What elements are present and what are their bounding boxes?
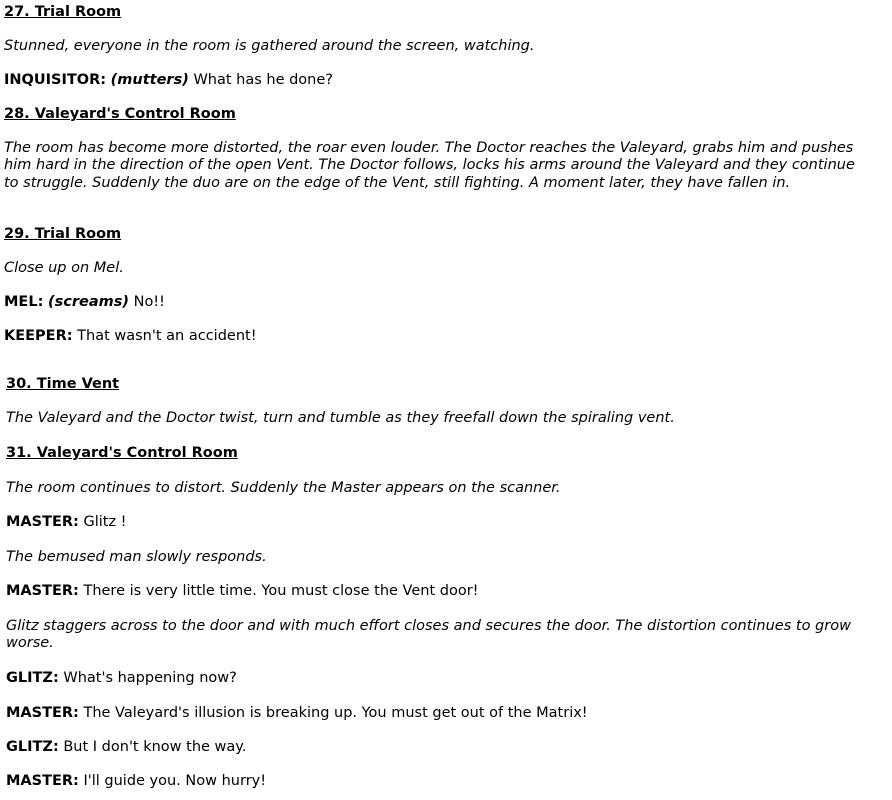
speaker-label: MASTER: <box>6 583 79 599</box>
dialogue-glitz-1 <box>6 670 237 687</box>
dialogue-master-1 <box>6 514 126 531</box>
speaker-label: MASTER: <box>6 773 79 789</box>
action-30: The Valeyard and the Doctor twist, turn and tumble as they freefall down the spiraling vent. <box>6 410 675 426</box>
scene-heading-31: 31. Valeyard's Control Room <box>6 445 238 461</box>
action-31-b: The bemused man slowly responds. <box>6 549 267 565</box>
dialogue-text: Glitz ! <box>83 514 127 530</box>
dialogue-master-2 <box>6 583 478 600</box>
scene-heading-30: 30. Time Vent <box>6 376 120 392</box>
action-29: Close up on Mel. <box>4 260 124 276</box>
action-28: The room has become more distorted, the roar even louder. The Doctor reaches the Valeyard, grabs him and pushes him hard in the direction of the open Vent. The Doctor follows, locks his arms around the Valeyard and they continue to struggle. Suddenly the duo are on the edge of the Vent, still fighting. A moment later, they have fallen in. <box>4 140 855 191</box>
speaker-label: INQUISITOR: <box>4 72 107 88</box>
speaker-label: MASTER: <box>6 705 79 721</box>
dialogue-keeper <box>4 328 257 345</box>
scene-heading-27: 27. Trial Room <box>4 4 122 20</box>
dialogue-mel <box>4 294 165 311</box>
parenthetical: (screams) <box>47 294 129 310</box>
dialogue-text: What's happening now? <box>63 670 237 686</box>
dialogue-text: That wasn't an accident! <box>77 328 257 344</box>
dialogue-text: But I don't know the way. <box>63 739 247 755</box>
speaker-label: KEEPER: <box>4 328 73 344</box>
speaker-label: MEL: <box>4 294 44 310</box>
dialogue-text: No!! <box>133 294 165 310</box>
action-27: Stunned, everyone in the room is gathered around the screen, watching. <box>4 38 535 54</box>
action-31-c: Glitz staggers across to the door and with much effort closes and secures the door. The distortion continues to grow worse. <box>6 618 851 652</box>
speaker-label: GLITZ: <box>6 739 59 755</box>
action-31-a: The room continues to distort. Suddenly the Master appears on the scanner. <box>6 480 561 496</box>
dialogue-master-4 <box>6 773 266 790</box>
speaker-label: GLITZ: <box>6 670 59 686</box>
dialogue-glitz-2 <box>6 739 246 756</box>
dialogue-master-3 <box>6 705 588 722</box>
dialogue-inquisitor <box>4 72 333 89</box>
dialogue-text: The Valeyard's illusion is breaking up. You must get out of the Matrix! <box>83 705 588 721</box>
scene-heading-29: 29. Trial Room <box>4 226 122 242</box>
dialogue-text: There is very little time. You must close the Vent door! <box>83 583 479 599</box>
speaker-label: MASTER: <box>6 514 79 530</box>
scene-heading-28: 28. Valeyard's Control Room <box>4 106 236 122</box>
dialogue-text: I'll guide you. Now hurry! <box>83 773 267 789</box>
dialogue-text: What has he done? <box>193 72 333 88</box>
parenthetical: (mutters) <box>110 72 189 88</box>
